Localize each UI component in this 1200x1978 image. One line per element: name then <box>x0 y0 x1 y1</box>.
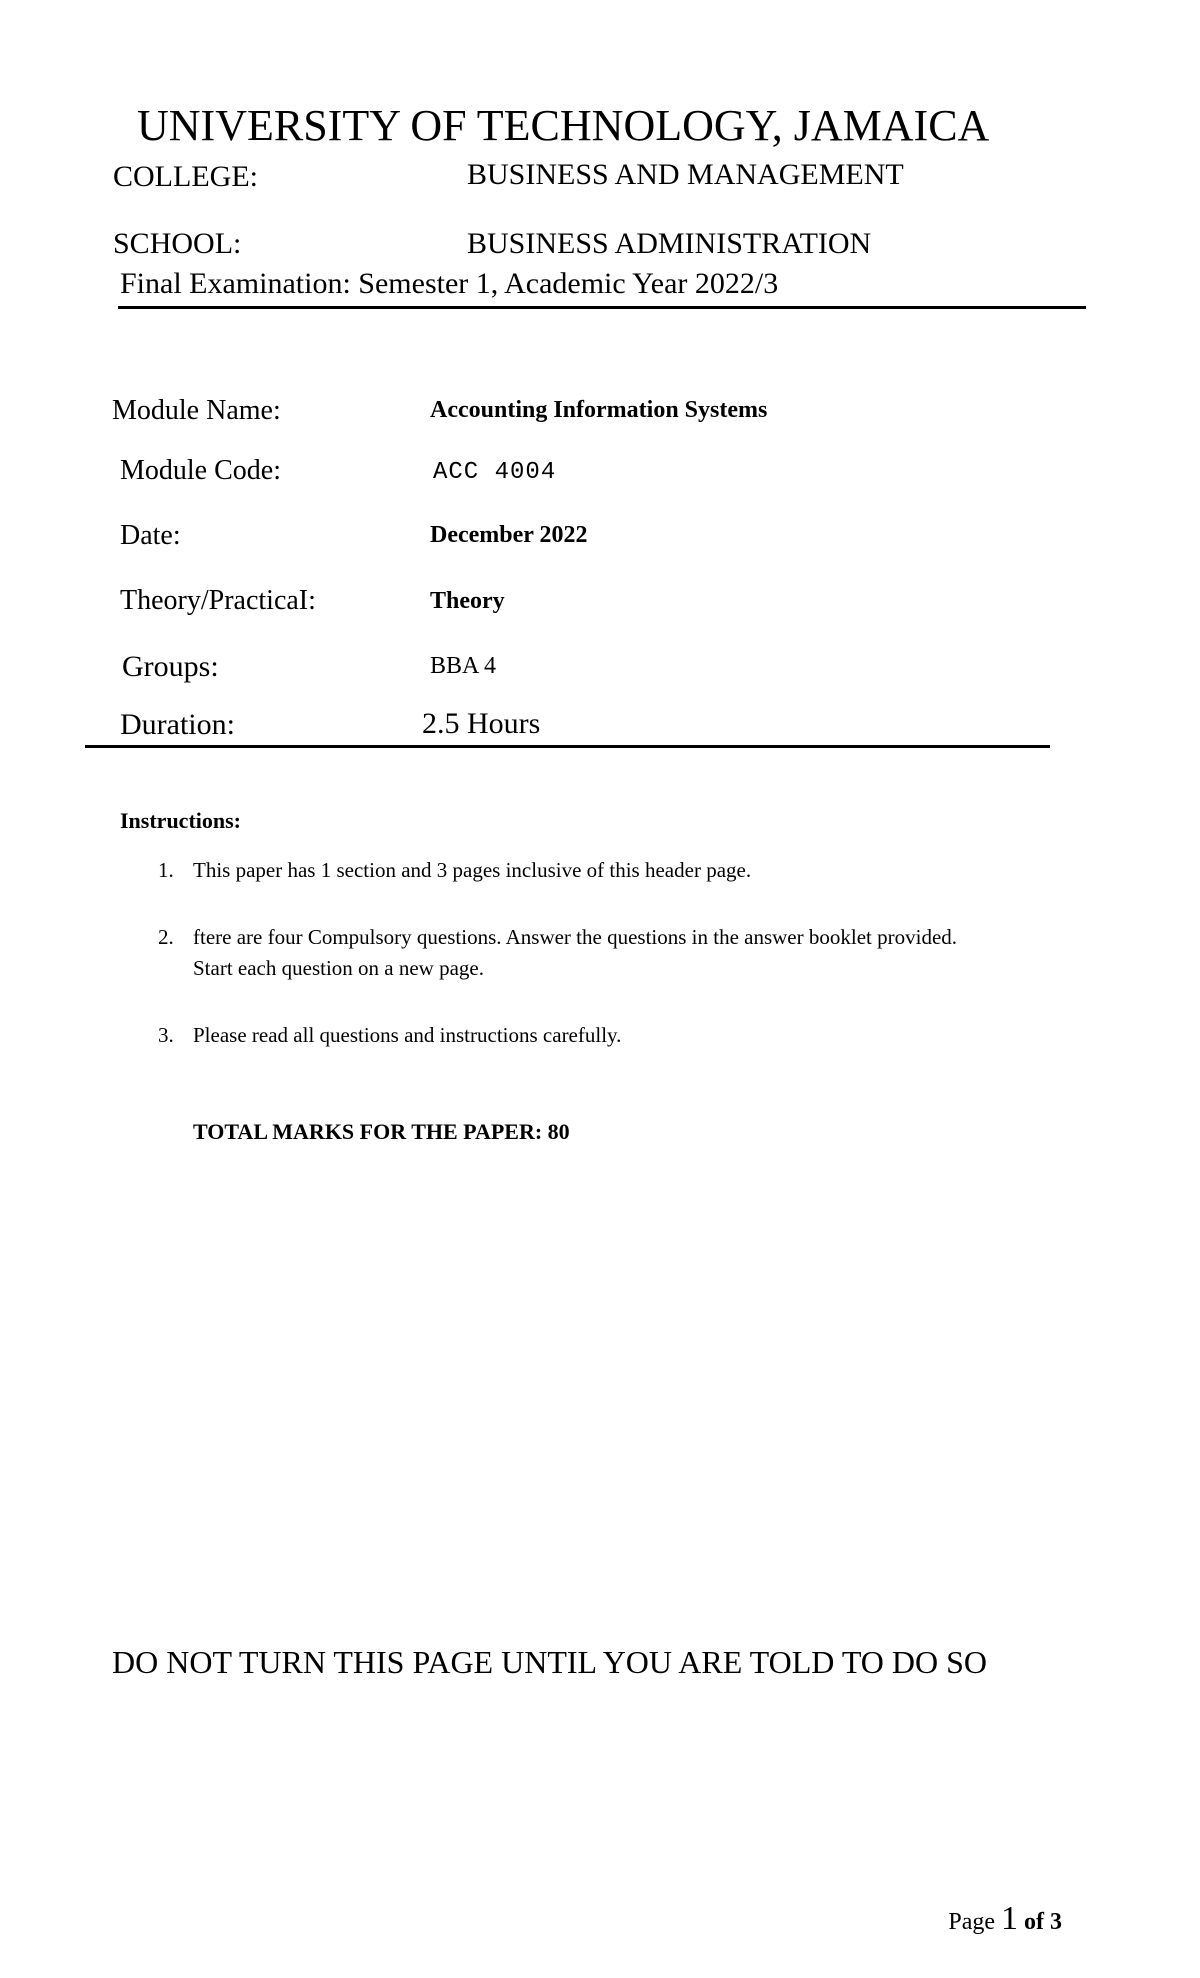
instruction-text-continued: Start each question on a new page. <box>193 956 484 980</box>
page-current: 1 <box>1001 1900 1018 1937</box>
school-label: SCHOOL: <box>113 227 242 260</box>
instruction-text: Please read all questions and instructions carefully. <box>193 1023 622 1047</box>
theory-practical-value: Theory <box>430 588 505 614</box>
school-value: BUSINESS ADMINISTRATION <box>467 227 872 260</box>
university-title: UNIVERSITY OF TECHNOLOGY, JAMAICA <box>137 101 990 150</box>
module-code-value: ACC 4004 <box>433 459 557 486</box>
instruction-number: 2. <box>158 925 174 949</box>
instruction-text: This paper has 1 section and 3 pages inclusive of this header page. <box>193 858 752 882</box>
total-marks: TOTAL MARKS FOR THE PAPER: 80 <box>193 1119 570 1144</box>
college-label: COLLEGE: <box>113 160 258 193</box>
header-rule <box>118 306 1086 309</box>
instruction-number: 1. <box>158 858 174 882</box>
college-value: BUSINESS AND MANAGEMENT <box>467 158 904 191</box>
of-word: of <box>1024 1909 1044 1935</box>
page-total: 3 <box>1050 1909 1062 1935</box>
page-number <box>948 1900 1062 1938</box>
exam-line: Final Examination: Semester 1, Academic Year 2022/3 <box>120 267 779 300</box>
date-value: December 2022 <box>430 522 588 548</box>
module-name-label: Module Name: <box>112 395 281 426</box>
module-name-value: Accounting Information Systems <box>430 397 768 423</box>
groups-value: BBA 4 <box>430 653 497 679</box>
do-not-turn-warning: DO NOT TURN THIS PAGE UNTIL YOU ARE TOLD TO DO SO <box>112 1644 988 1680</box>
theory-practical-label: Theory/PracticaI: <box>120 585 316 616</box>
module-code-label: Module Code: <box>120 455 281 486</box>
module-rule <box>85 745 1050 748</box>
instruction-text: ftere are four Compulsory questions. Answer the questions in the answer booklet provided. <box>193 925 958 949</box>
duration-value: 2.5 Hours <box>422 707 541 740</box>
page-word: Page <box>948 1909 995 1935</box>
instructions-heading: Instructions: <box>120 808 242 833</box>
duration-label: Duration: <box>120 708 235 741</box>
instruction-number: 3. <box>158 1023 174 1047</box>
groups-label: Groups: <box>122 650 219 683</box>
date-label: Date: <box>120 520 181 551</box>
